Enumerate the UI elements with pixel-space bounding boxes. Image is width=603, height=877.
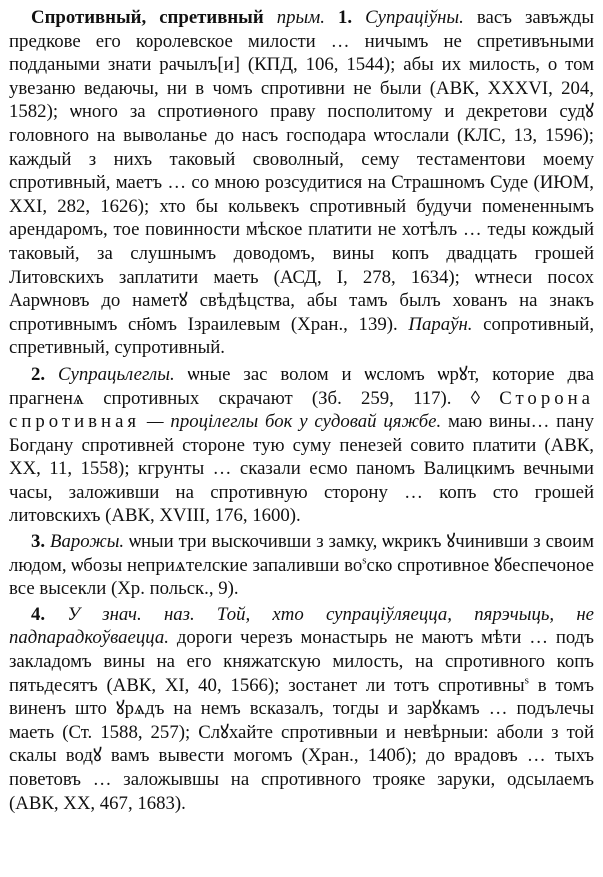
sense-1-paragraph bbox=[9, 6, 594, 360]
sense-1-compare-label: Параўн. bbox=[408, 313, 473, 335]
sense-1-citations: васъ завъжды предкове его королевское милости … ничымъ не спретивъными поддаными знати рачылъ[и] (КПД, 106, 1544); абы их милость, о том увезаню ведаючы, ни в чомъ спротивни не были (АВК, XXXVI, 204, 1582); ѡного за спротиѳного праву посполитому и декретови судꙋ головного на выволанье до насъ господара ѡтослали (КЛС, 13, 1596); каждый з нихъ таковый своволный, сему тестаментови моему спротивный, маетъ … со мною розсудитися на Страшномъ Суде (ИЮМ, XXI, 282, 1626); хто бы кольвекъ спротивный будучи помененнымъ арендаромъ, тое повинности мѣское платити не хотѣлъ … теды кождый таковый, за слушнымъ доводомъ, вины копъ двадцать грошей Литовскихъ заплатити маеть (АСД, I, 278, 1634); ѡтнеси посох Аарѡновъ до наметꙋ свѣдѣцства, абы тамъ былъ хованъ на знакъ спротивнымъ сн҃омъ Ізраилевым (Хран., 139). bbox=[9, 7, 594, 335]
sense-2-phrase-gloss: — процілеглы бок у судовай цяжбе. bbox=[146, 411, 442, 433]
sense-2-paragraph bbox=[9, 363, 594, 528]
sense-2-number: 2. bbox=[31, 363, 46, 385]
sense-4-paragraph bbox=[9, 603, 594, 815]
part-of-speech: прым. bbox=[276, 7, 325, 28]
sense-3-paragraph bbox=[9, 530, 594, 601]
sense-1-number: 1. bbox=[337, 7, 353, 28]
sense-2-phrase: Сторона спротивная bbox=[9, 387, 594, 433]
headword: Спротивный, спретивный bbox=[31, 7, 264, 28]
sense-1-synonyms: сопротивный, спретивный, супротивный. bbox=[9, 313, 595, 359]
sense-2-gloss: Супрацьлеглы. bbox=[58, 363, 175, 385]
sense-4-superscript: s bbox=[524, 674, 529, 687]
sense-4-citations-a: дороги черезъ монастырь не маютъ мѣти … подъ закладомъ вины на его княжатскую милость, на спротивного копъ пятьдесятъ (АВК, XI, 40, 1566); зостанет ли тотъ спротивны bbox=[9, 627, 594, 696]
sense-4-gloss: У знач. наз. Той, хто супраціўляецца, пярэчыць, не падпарадкоўваецца. bbox=[9, 603, 595, 649]
sense-3-number: 3. bbox=[31, 531, 46, 553]
sense-3-citations-a: ѡныи три выскочивши з замку, ѡкрикъ ꙋчинивши з своим людом, ѡбозы неприѧтелские запаливши во bbox=[9, 531, 594, 576]
sense-4-number: 4. bbox=[31, 603, 46, 625]
sense-2-phrase-citations: маю вины… пану Богдану спротивней стороне тую суму пенезей совито платити (АВК, XX, 11, 1558); кгрунты … сказали есмо паномъ Валицкимъ вечными часы, заложивши на спротивную сторону … копъ сто грошей литовскихъ (АВК, XVIII, 176, 1600). bbox=[9, 411, 594, 527]
sense-1-gloss: Супраціўны. bbox=[365, 7, 464, 28]
sense-3-superscript: s bbox=[362, 554, 367, 567]
sense-3-citations-b: ско спротивное ꙋбеспечоное все высекли (Хр. польск., 9). bbox=[9, 554, 594, 600]
sense-2-citations: ѡные зас волом и ѡсломъ ѡрꙋт, которие два прагненѧ спротивных скрачают (Зб. 259, 117). ◊ bbox=[9, 363, 594, 409]
sense-3-gloss: Варожы. bbox=[50, 531, 125, 553]
sense-4-citations-b: в томъ виненъ што ꙋрѧдъ на немъ всказалъ, тогды и зарꙋкамъ … подълечы маеть (Ст. 1588, 257); Слꙋхайте спротивныи и невѣрныи: аболи з той скалы водꙋ вамъ вывести могомъ (Хран., 140б); до врадовъ … тыхъ поветовъ … заложывшы на спротивного трояке заруки, одсылаемъ (АВК, XX, 467, 1683). bbox=[9, 674, 594, 814]
